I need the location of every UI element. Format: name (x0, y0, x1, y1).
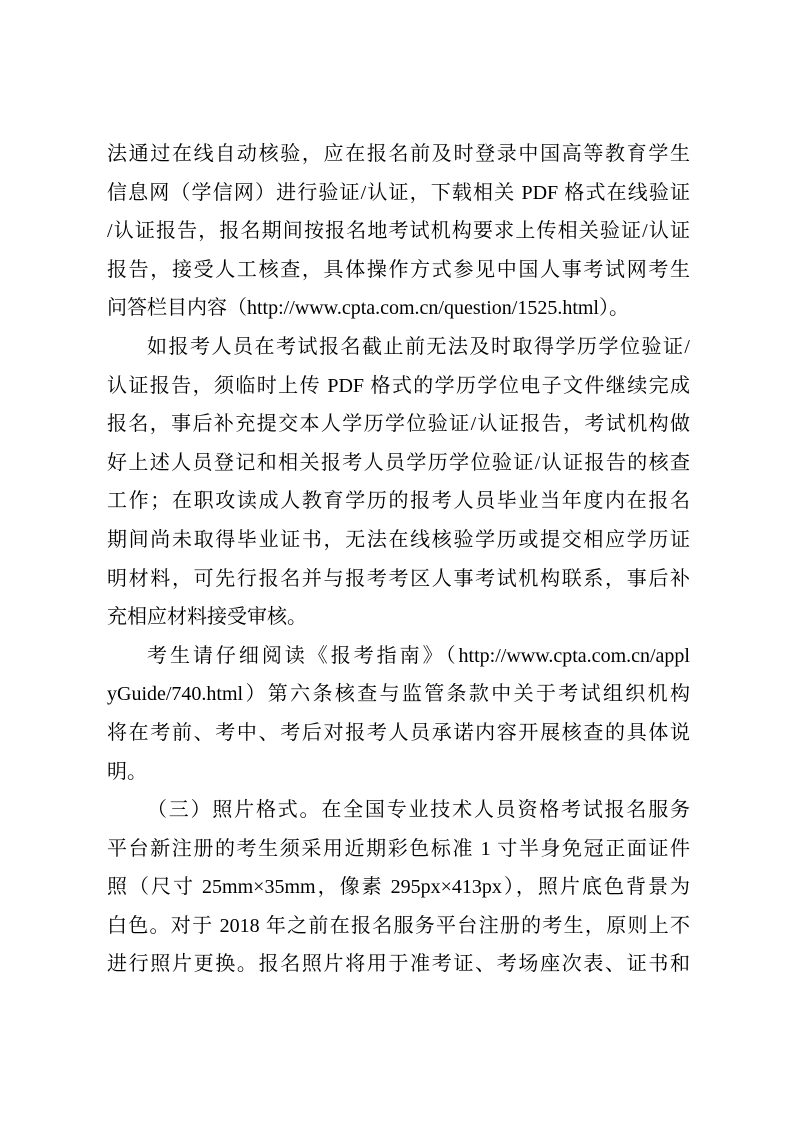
text-line: 如报考人员在考试报名截止前无法及时取得学历学位验证/ (147, 335, 690, 358)
text-line: 充相应材料接受审核。 (107, 606, 307, 629)
text-line: 工作；在职攻读成人教育学历的报考人员毕业当年度内在报名 (107, 490, 690, 513)
text-line: 认证报告，须临时上传 PDF 格式的学历学位电子文件继续完成 (107, 374, 690, 397)
text-line: yGuide/740.html）第六条核查与监管条款中关于考试组织机构 (107, 683, 690, 706)
text-line: 进行照片更换。报名照片将用于准考证、考场座次表、证书和 (107, 953, 690, 976)
text-line: 平台新注册的考生须采用近期彩色标准 1 寸半身免冠正面证件 (107, 837, 690, 860)
text-line: 问答栏目内容（http://www.cpta.com.cn/question/1525.html）。 (107, 297, 629, 320)
text-line: 报名，事后补充提交本人学历学位验证/认证报告，考试机构做 (107, 413, 690, 436)
text-line: /认证报告，报名期间按报名地考试机构要求上传相关验证/认证 (107, 220, 690, 243)
text-line: （三）照片格式。在全国专业技术人员资格考试报名服务 (147, 799, 690, 822)
text-line: 将在考前、考中、考后对报考人员承诺内容开展核查的具体说 (107, 721, 690, 744)
text-line: 法通过在线自动核验，应在报名前及时登录中国高等教育学生 (107, 143, 690, 165)
text-line: 明材料，可先行报名并与报考考区人事考试机构联系，事后补 (107, 567, 690, 590)
text-line: 报告，接受人工核查，具体操作方式参见中国人事考试网考生 (107, 258, 690, 281)
text-line: 信息网（学信网）进行验证/认证，下载相关 PDF 格式在线验证 (107, 181, 690, 204)
text-line: 期间尚未取得毕业证书，无法在线核验学历或提交相应学历证 (107, 528, 690, 551)
text-line: 照（尺寸 25mm×35mm，像素 295px×413px），照片底色背景为 (107, 876, 690, 899)
text-line: 白色。对于 2018 年之前在报名服务平台注册的考生，原则上不 (107, 914, 690, 937)
text-line: 好上述人员登记和相关报考人员学历学位验证/认证报告的核查 (107, 451, 690, 474)
document-body-text (107, 135, 690, 984)
text-line: 明。 (107, 760, 147, 783)
text-line: 考生请仔细阅读《报考指南》（http://www.cpta.com.cn/appl (147, 644, 690, 667)
